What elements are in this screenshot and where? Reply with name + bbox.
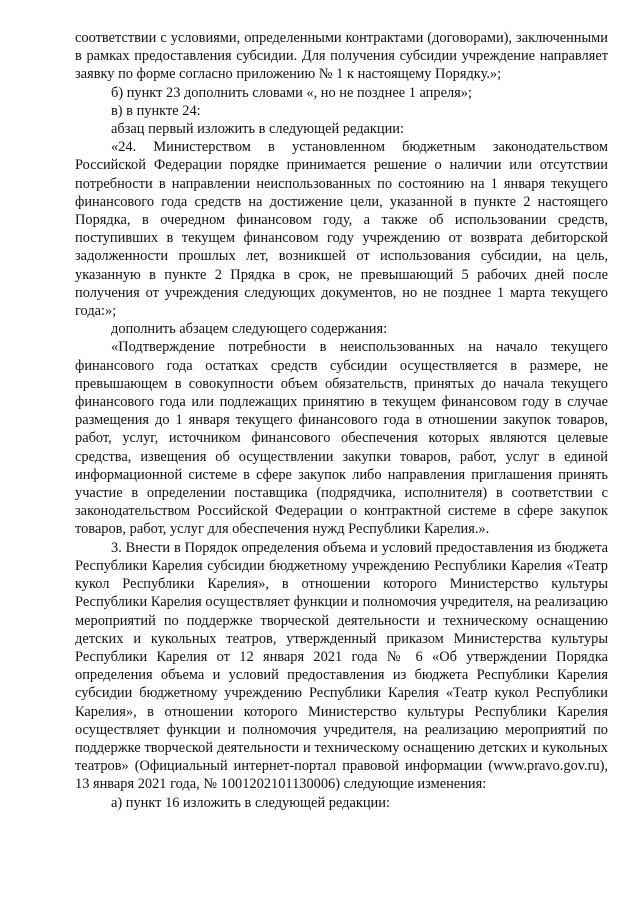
item-a-paragraph: а) пункт 16 изложить в следующей редакции: [111,794,390,811]
item-v-paragraph: в) в пункте 24: [111,102,201,119]
document-body [75,29,608,812]
item-b-paragraph: б) пункт 23 дополнить словами «, но не позднее 1 апреля»; [111,84,472,101]
item-3-paragraph: 3. Внести в Порядок определения объема и условий предоставления из бюджета Республики Карелия субсидии бюджетному учреждению Республики Карелия «Театр кукол Республики Карелия», в отношении которого Министерство культуры Республики Карелия осуществляет функции и полномочия учредителя, на реализацию мероприятий по поддержке творческой деятельности и техническому оснащению детских и кукольных театров, утвержденный приказом Министерства культуры Республики Карелия от 12 января 2021 года № 6 «Об утверждении Порядка определения объема и условий предоставления из бюджета Республики Карелия субсидии бюджетному учреждению Республики Карелия «Театр кукол Республики Карелия», в отношении которого Министерство культуры Республики Карелия осуществляет функции и полномочия учредителя, на реализацию мероприятий по поддержке творческой деятельности и техническому оснащению детских и кукольных театров» (Официальный интернет-портал правовой информации (www.pravo.gov.ru), 13 января 2021 года, № 1001202101130006) следующие изменения: [75,539,608,793]
confirmation-paragraph: «Подтверждение потребности в неиспользованных на начало текущего финансового года остатках средств субсидии осуществляется в размере, не превышающем в совокупности объем обязательств, принятых до начала текущего финансового года или подлежащих принятию в текущем финансовом году в случае размещения до 1 января текущего финансового года в отношении закупок товаров, работ, услуг, источником финансового обеспечения которых являются целевые средства, извещения об осуществлении закупки товаров, работ, услуг в единой информационной системе в сфере закупок либо направления приглашения принять участие в определении поставщика (подрядчика, исполнителя) в соответствии с законодательством Российской Федерации о контрактной системе в сфере закупок товаров, работ, услуг для обеспечения нужд Республики Карелия.». [75,339,608,538]
first-paragraph-instruction: абзац первый изложить в следующей редакции: [111,121,405,138]
add-paragraph-instruction: дополнить абзацем следующего содержания: [111,321,388,338]
clause-24-paragraph: «24. Министерством в установленном бюджетным законодательством Российской Федерации порядке принимается решение о наличии или отсутствии потребности в направлении неиспользованных по состоянию на 1 января текущего финансового года средств на достижение цели, указанной в пункте 2 настоящего Порядка, в очередном финансовом году, а также об использовании средств, поступивших в текущем финансовом году учреждению от возврата дебиторской задолженности прошлых лет, возникшей от использования субсидии, на цель, указанную в пункте 2 Прядка в срок, не превышающий 5 рабочих дней после получения от учреждения следующих документов, но не позднее 1 марта текущего года:»; [75,139,608,320]
continuation-paragraph: соответствии с условиями, определенными контрактами (договорами), заключенными в рамках предоставления субсидии. Для получения субсидии учреждение направляет заявку по форме согласно приложению № 1 к настоящему Порядку.»; [75,30,608,83]
